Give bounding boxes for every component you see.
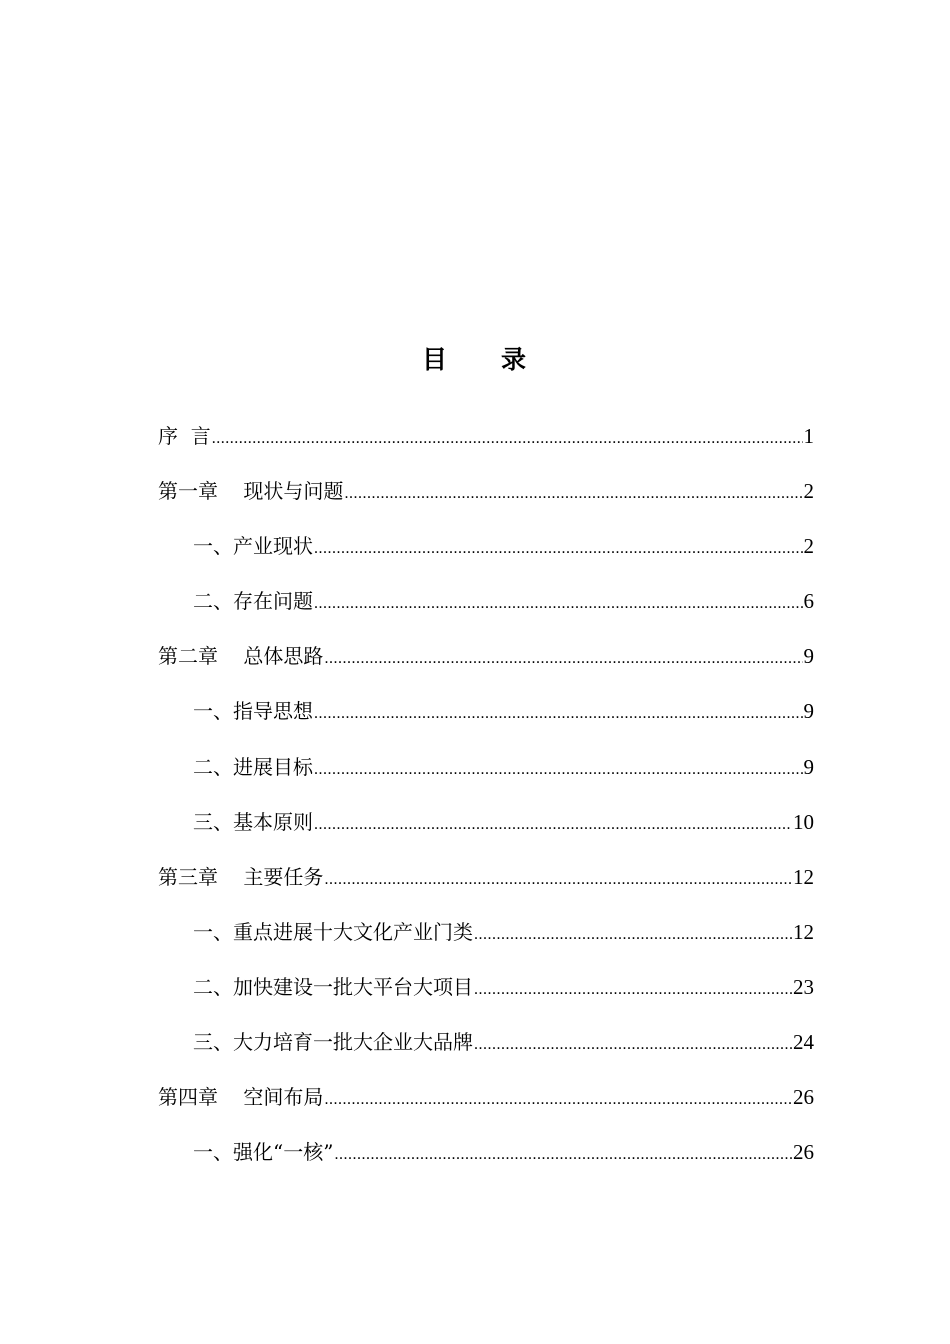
toc-title-part-2: 录 xyxy=(501,345,529,374)
toc-page-number: 12 xyxy=(793,919,814,944)
toc-dot-leader xyxy=(314,521,803,574)
toc-entry-label: 第三章 主要任务 xyxy=(158,864,324,889)
toc-chapter-entry[interactable] xyxy=(158,629,814,684)
toc-dot-leader xyxy=(474,1017,792,1070)
toc-entry-label: 一、产业现状 xyxy=(193,534,313,559)
toc-chapter-entry[interactable] xyxy=(158,409,814,464)
toc-title xyxy=(0,340,950,380)
toc-chapter-entry[interactable] xyxy=(158,850,814,905)
toc-page-number: 26 xyxy=(793,1140,814,1165)
toc-page-number: 6 xyxy=(803,589,814,614)
toc-section-entry[interactable] xyxy=(158,1015,814,1070)
toc-entry-label: 一、重点进展十大文化产业门类 xyxy=(193,919,473,944)
toc-section-entry[interactable] xyxy=(158,574,814,629)
toc-dot-leader xyxy=(314,797,792,850)
toc-chapter-entry[interactable] xyxy=(158,464,814,519)
toc-dot-leader xyxy=(314,576,803,629)
toc-title-part-1: 目 xyxy=(421,345,449,374)
toc-page-number: 9 xyxy=(803,754,814,779)
toc-entry-label: 第一章 现状与问题 xyxy=(158,479,344,504)
toc-entry-label: 二、进展目标 xyxy=(193,754,313,779)
toc-section-entry[interactable] xyxy=(158,960,814,1015)
toc-section-entry[interactable] xyxy=(158,519,814,574)
toc-chapter-entry[interactable] xyxy=(158,1070,814,1125)
toc-entry-label: 第四章 空间布局 xyxy=(158,1085,324,1110)
toc-entry-label: 三、基本原则 xyxy=(193,809,313,834)
toc-page-number: 2 xyxy=(803,534,814,559)
toc-dot-leader xyxy=(212,411,803,464)
toc-page-number: 12 xyxy=(793,864,814,889)
toc-entry-label: 二、存在问题 xyxy=(193,589,313,614)
toc-page-number: 24 xyxy=(793,1030,814,1055)
toc-section-entry[interactable] xyxy=(158,905,814,960)
toc-dot-leader xyxy=(474,907,792,960)
toc-dot-leader xyxy=(344,466,802,519)
toc-section-entry[interactable] xyxy=(158,684,814,739)
toc-entry-label: 一、指导思想 xyxy=(193,699,313,724)
toc-entry-label: 一、强化“一核” xyxy=(193,1140,334,1165)
toc-page-number: 10 xyxy=(793,809,814,834)
toc-section-entry[interactable] xyxy=(158,1125,814,1180)
toc-page-number: 23 xyxy=(793,974,814,999)
toc-dot-leader xyxy=(314,742,803,795)
toc-section-entry[interactable] xyxy=(158,740,814,795)
toc-section-entry[interactable] xyxy=(158,795,814,850)
toc-dot-leader xyxy=(324,852,792,905)
table-of-contents xyxy=(158,409,814,1180)
toc-entry-label: 第二章 总体思路 xyxy=(158,644,324,669)
toc-page-number: 26 xyxy=(793,1085,814,1110)
toc-entry-label: 三、大力培育一批大企业大品牌 xyxy=(193,1030,473,1055)
toc-dot-leader xyxy=(334,1127,792,1180)
toc-dot-leader xyxy=(324,631,802,684)
toc-dot-leader xyxy=(474,962,792,1015)
toc-entry-label: 序 言 xyxy=(158,424,211,448)
toc-dot-leader xyxy=(324,1072,792,1125)
toc-dot-leader xyxy=(314,686,803,739)
toc-page-number: 9 xyxy=(803,699,814,724)
toc-page-number: 9 xyxy=(803,644,814,669)
toc-page-number: 1 xyxy=(803,424,814,448)
toc-entry-label: 二、加快建设一批大平台大项目 xyxy=(193,974,473,999)
toc-page-number: 2 xyxy=(803,479,814,504)
